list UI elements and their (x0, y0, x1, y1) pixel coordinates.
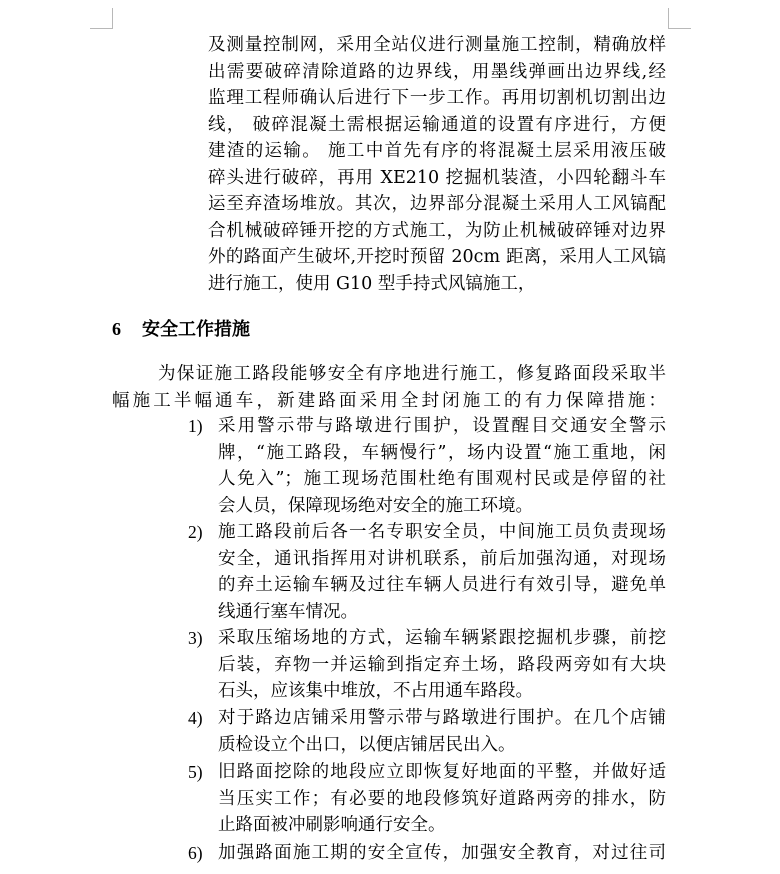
list-marker: 2) (188, 522, 203, 542)
text-line: 止路面被冲刷影响通行安全。 (218, 815, 446, 835)
section-title: 安全工作措施 (142, 319, 250, 340)
text-line: 对于路边店铺采用警示带与路墩进行围护。在几个店铺 (218, 708, 666, 728)
section-number: 6 (112, 319, 121, 339)
text-line: 外的路面产生破坏,开挖时预留 20cm 距离，采用人工风镐 (208, 247, 666, 267)
list-item-text (218, 519, 666, 625)
text-line: 采取压缩场地的方式，运输车辆紧跟挖掘机步骤，前挖 (218, 628, 666, 648)
intro-paragraph (112, 361, 666, 414)
text-line: 线， 破碎混凝土需根据运输通道的设置有序进行，方便 (208, 114, 666, 135)
list-item-text (218, 705, 666, 758)
text-line: 合机械破碎锤开挖的方式施工，为防止机械破碎锤对边界 (208, 220, 666, 241)
text-line: 线通行塞车情况。 (218, 601, 358, 622)
list-item-text (218, 413, 666, 519)
text-line: 运至弃渣场堆放。其次，边界部分混凝土采用人工风镐配 (208, 194, 666, 214)
text-line: 幅施工半幅通车，新建路面采用全封闭施工的有力保障措施： (112, 390, 666, 411)
section-heading (112, 316, 250, 343)
text-line: 旧路面挖除的地段应立即恢复好地面的平整，并做好适 (218, 762, 666, 782)
text-line: 会人员，保障现场绝对安全的施工环境。 (218, 495, 533, 516)
text-line: 牌，“施工路段，车辆慢行”，场内设置“施工重地，闲 (218, 442, 666, 463)
list-item-text (218, 625, 666, 705)
text-line: 进行施工，使用 G10 型手持式风镐施工， (208, 273, 536, 294)
text-line: 为保证施工路段能够安全有序地进行施工，修复路面段采取半 (158, 364, 666, 384)
text-line: 碎头进行破碎，再用 XE210 挖掘机装渣，小四轮翻斗车 (208, 167, 666, 188)
list-marker: 4) (188, 708, 203, 728)
list-item-text (218, 840, 666, 867)
text-line: 施工路段前后各一名专职安全员，中间施工员负责现场 (218, 522, 666, 542)
text-line: 的弃土运输车辆及过往车辆人员进行有效引导，避免单 (218, 575, 666, 595)
text-line: 采用警示带与路墩进行围护，设置醒目交通安全警示 (218, 416, 666, 436)
text-line: 出需要破碎清除道路的边界线，用墨线弹画出边界线,经 (208, 61, 666, 82)
body-paragraph-continued (208, 32, 666, 297)
list-marker: 1) (188, 416, 203, 436)
text-line: 加强路面施工期的安全宣传，加强安全教育，对过往司 (218, 843, 666, 863)
text-line: 后装，弃物一并运输到指定弃土场，路段两旁如有大块 (218, 654, 666, 675)
text-line: 及测量控制网，采用全站仪进行测量施工控制，精确放样 (208, 35, 666, 55)
text-line: 建渣的运输。 施工中首先有序的将混凝土层采用液压破 (208, 141, 666, 161)
text-line: 质检设立个出口，以便店铺居民出入。 (218, 734, 516, 755)
text-line: 当压实工作；有必要的地段修筑好道路两旁的排水，防 (218, 788, 666, 809)
text-line: 石头，应该集中堆放，不占用通车路段。 (218, 681, 533, 701)
list-marker: 6) (188, 843, 203, 863)
text-line: 安全，通讯指挥用对讲机联系，前后加强沟通，对现场 (218, 548, 666, 569)
list-marker: 5) (188, 762, 203, 782)
text-line: 人免入”；施工现场范围杜绝有围观村民或是停留的社 (218, 469, 666, 489)
crop-mark-top-left (90, 8, 113, 29)
list-marker: 3) (188, 628, 203, 648)
list-item-text (218, 759, 666, 839)
text-line: 监理工程师确认后进行下一步工作。再用切割机切割出边 (208, 88, 666, 108)
crop-mark-top-right (668, 8, 691, 29)
